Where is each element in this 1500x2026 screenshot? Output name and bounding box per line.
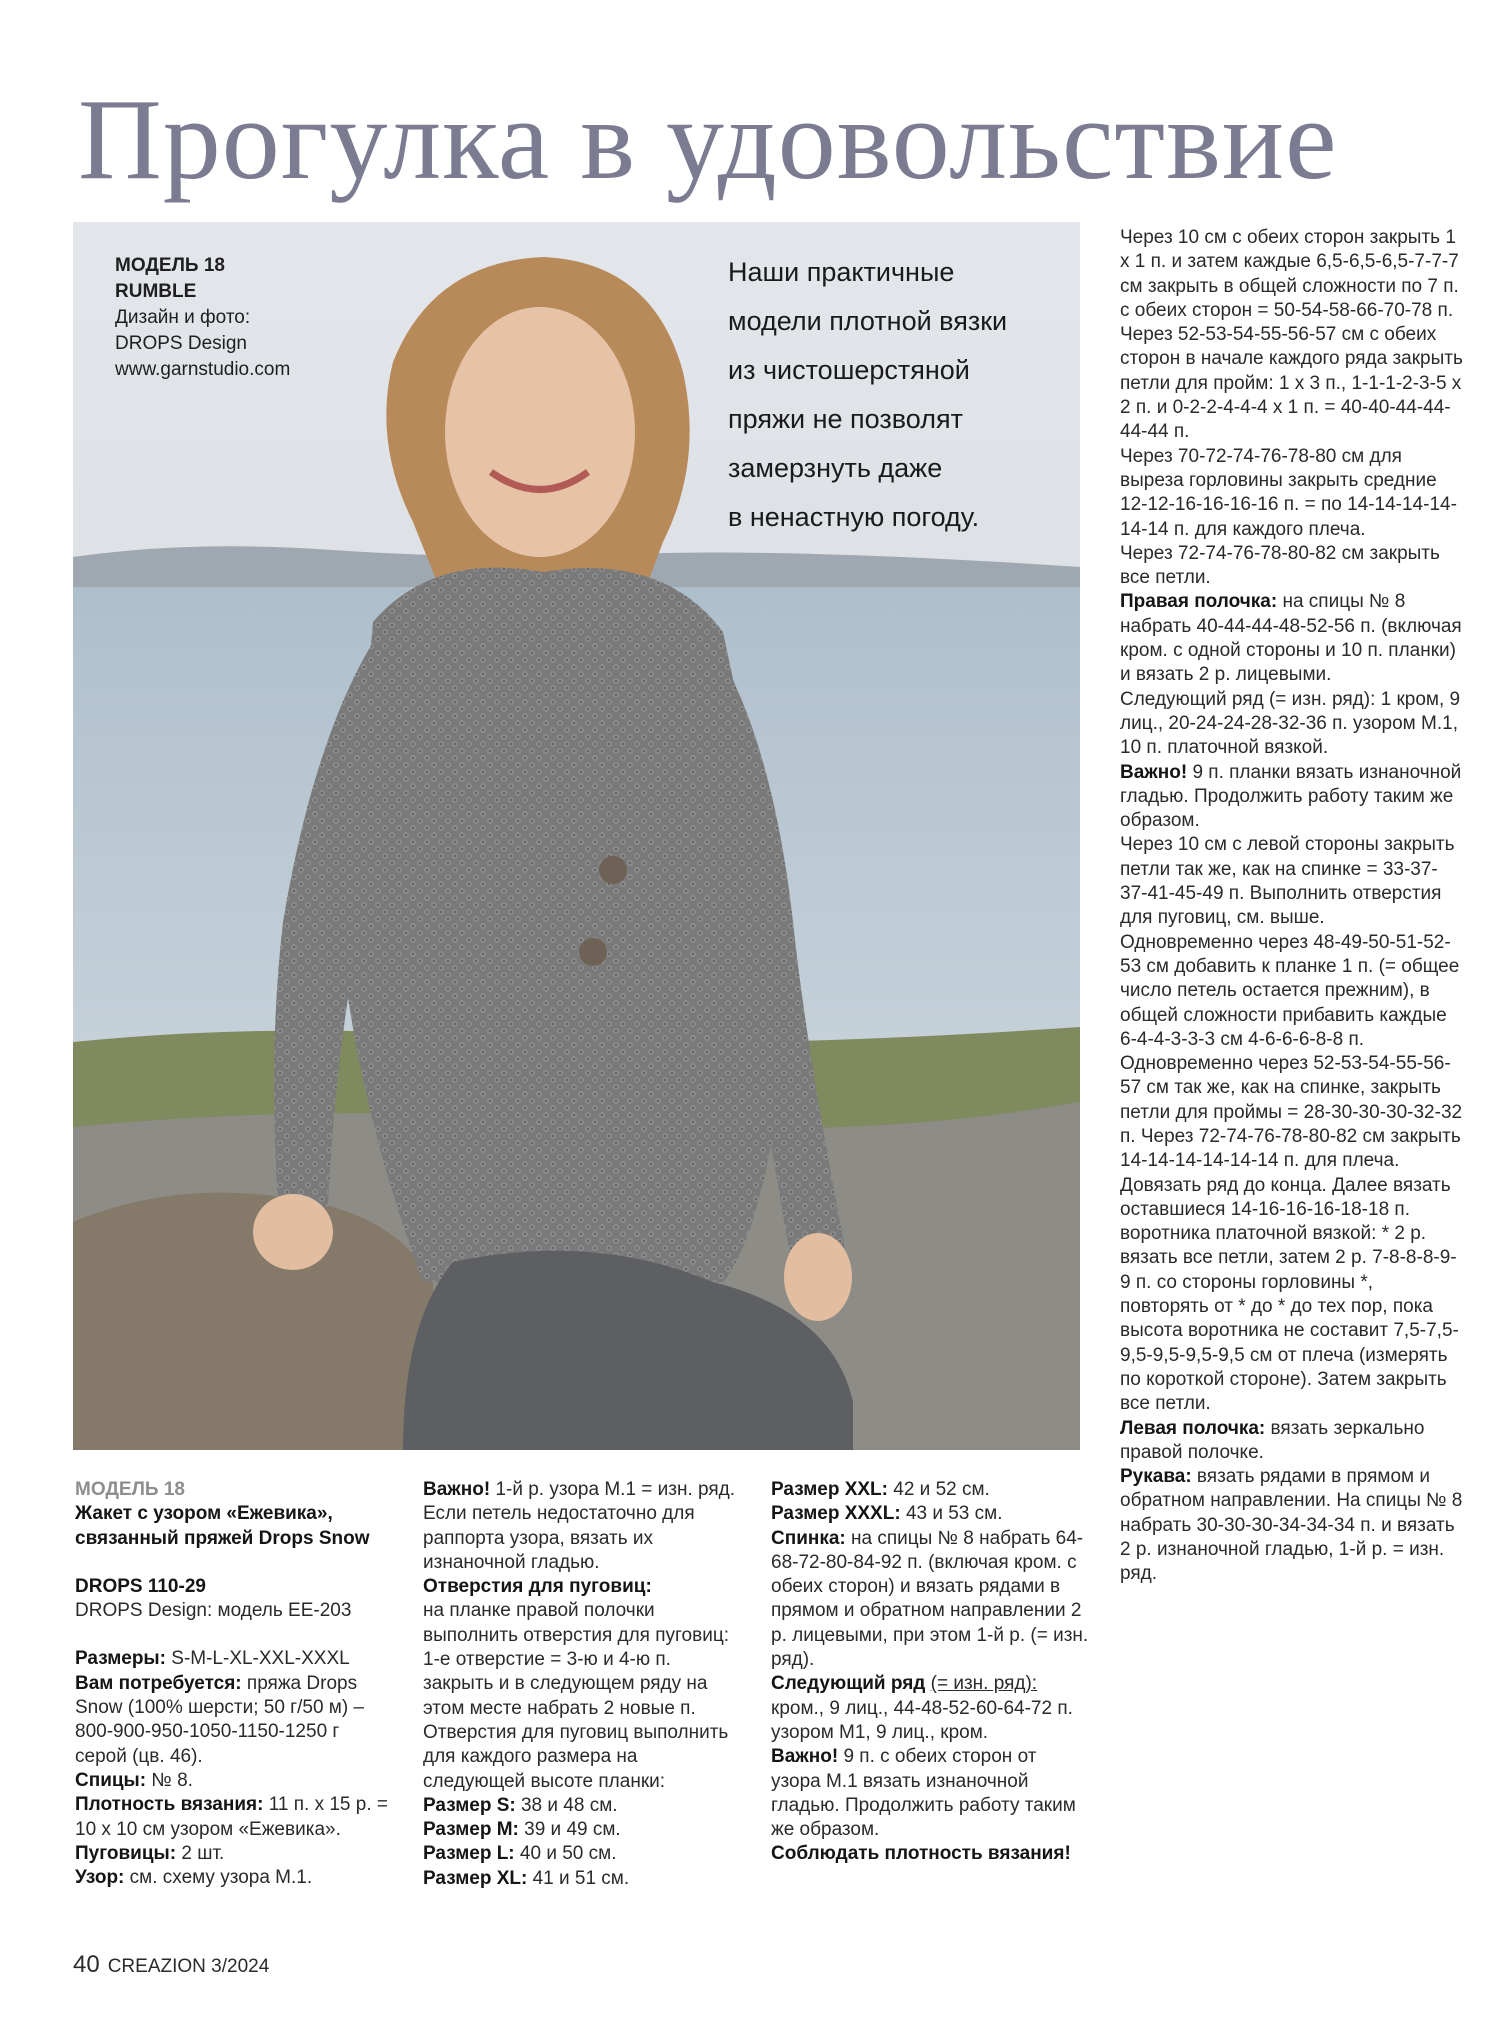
lead-line: Наши практичные [728,257,955,287]
label-right-front: Правая полочка: [1120,591,1278,613]
credit-design-label: Дизайн и фото: [115,307,251,328]
paragraph: 9 п. планки вязать изнаночной гладью. Продолжить работу таким же образом. [1120,761,1462,832]
label-back: Спинка: [771,1527,846,1549]
label-size-l: Размер L: [423,1843,515,1865]
size-xxl: 42 и 52 см. [893,1479,990,1500]
instructions-column-right [1120,226,1465,1587]
paragraph: Через 72-74-76-78-80-82 см закрыть все петли. [1120,542,1440,589]
label-important: Важно! [423,1479,491,1500]
label-buttons: Пуговицы: [75,1842,177,1864]
credit-website: www.garnstudio.com [115,359,291,380]
size-s: 38 и 48 см. [520,1794,618,1816]
paragraph: вязать рядами в прямом и обратном направлении. На спицы № 8 набрать 30-30-30-34-34-34 п. и вязать 2 р. изнаночной гладью, 1-й р. = изн. ряд. [1120,1466,1463,1585]
product-code: DROPS 110-29 [75,1575,206,1597]
materials: пряжа Drops Snow (100% шерсти; 50 г/50 м) – 800-900-950-1050-1150-1250 г серой (цв. 46). [75,1672,365,1767]
paragraph: вязать зеркально правой полочке. [1120,1417,1425,1463]
paragraph: Через 10 см с левой стороны закрыть петли так же, как на спинке = 33-37-37-41-45-49 п. Выполнить отверстия для пуговиц, см. выше. [1120,834,1455,929]
label-sleeves: Рукава: [1120,1466,1192,1488]
label-size-xxl: Размер XXL: [771,1479,888,1500]
lead-text [728,248,1068,542]
paragraph: Одновременно через 52-53-54-55-56-57 см так же, как на спинке, закрыть петли для проймы = 28-30-30-30-32-32 п. Через 72-74-76-78-80-82 см закрыть 14-14-14-14-14-14 п. для плеча. Довязать ряд до конца. Далее вязать оставшиеся 14-16-16-16-18-18 п. воротника платочной вязкой: * 2 р. вязать все петли, затем 2 р. 7-8-8-8-9-9 п. со стороны горловины *, повторять от * до * до тех пор, пока высота воротника не составит 7,5-7,5-9,5-9,5-9,5-9,5 см от плеча (измерять по короткой стороне). Затем закрыть все петли. [1120,1053,1463,1415]
label-buttonholes: Отверстия для пуговиц: [423,1576,652,1598]
paragraph: кром., 9 лиц., 44-48-52-60-64-72 п. узором М1, 9 лиц., кром. [771,1697,1073,1743]
label-size-m: Размер M: [423,1819,519,1841]
needles: № 8. [151,1769,193,1791]
paragraph: Следующий ряд (= изн. ряд): 1 кром, 9 лиц., 20-24-24-28-32-36 п. узором М.1, 10 п. платочной вязкой. [1120,688,1461,759]
label-materials: Вам потребуется: [75,1672,242,1694]
size-xl: 41 и 51 см. [532,1867,630,1889]
design-ref: DROPS Design: модель EE-203 [75,1600,352,1622]
label-size-xl: Размер XL: [423,1867,528,1889]
paragraph: Одновременно через 48-49-50-51-52-53 см добавить к планке 1 п. (= общее число петель остается прежним), в общей сложности прибавить каждые 6-4-4-3-3-3 см 4-6-6-6-8-8 п. [1120,931,1460,1050]
pattern: см. схему узора М.1. [129,1867,313,1889]
next-row-note: (= изн. ряд): [930,1673,1038,1695]
size-l: 40 и 50 см. [519,1843,617,1865]
label-sizes: Размеры: [75,1648,166,1670]
label-pattern: Узор: [75,1867,125,1889]
label-important: Важно! [1120,761,1188,783]
label-needles: Спицы: [75,1769,147,1791]
magazine-issue: CREAZION 3/2024 [107,1956,270,1977]
page-title: Прогулка в удовольствие [78,76,1338,204]
sizes: S-M-L-XL-XXL-XXXL [171,1648,350,1670]
label-size-xxxl: Размер XXXL: [771,1503,901,1525]
label-size-s: Размер S: [423,1794,516,1816]
lead-line: замерзнуть даже [728,453,943,483]
paragraph: на спицы № 8 набрать 40-44-44-48-52-56 п. (включая кром. с одной стороны и 10 п. планки) и вязать 2 р. лицевыми. [1120,591,1462,686]
paragraph: Через 52-53-54-55-56-57 см с обеих сторон в начале каждого ряда закрыть петли для пройм: 1 х 3 п., 1-1-1-2-3-5 х 2 п. и 0-2-2-4-4-4 х 1 п. = 40-40-44-44-44-44 п. [1120,324,1463,443]
paragraph: Через 70-72-74-76-78-80 см для выреза горловины закрыть средние 12-12-16-16-16-16 п. = по 14-14-14-14-14-14 п. для каждого плеча. [1120,445,1457,540]
label-next-row: Следующий ряд [771,1673,926,1695]
page-footer [73,1951,269,1979]
lead-line: в ненастную погоду. [728,502,980,532]
keep-density-note: Соблюдать плотность вязания! [771,1843,1071,1865]
product-title: Жакет с узором «Ежевика», связанный пряжей Drops Snow [75,1503,370,1549]
paragraph: на планке правой полочки выполнить отверстия для пуговиц: 1-е отверстие = 3-ю и 4-ю п. закрыть и в следующем ряду на этом месте набрать 2 новые п. Отверстия для пуговиц выполнить для каждого размера на следующей высоте планки: [423,1600,729,1792]
paragraph: 9 п. с обеих сторон от узора М.1 вязать изнаночной гладью. Продолжить работу таким же образом. [771,1746,1076,1841]
lead-line: модели плотной вязки [728,306,1008,336]
lead-line: пряжи не позволят [728,404,963,434]
instructions-column-1 [75,1478,395,1890]
paragraph: Через 10 см с обеих сторон закрыть 1 х 1 п. и затем каждые 6,5-6,5-6,5-7-7-7 см закрыть в общей сложности по 7 п. с обеих сторон = 50-54-58-66-70-78 п. [1120,227,1459,321]
page-number: 40 [73,1951,100,1978]
instructions-column-2 [423,1478,743,1891]
photo-credit [115,253,290,383]
label-important: Важно! [771,1746,839,1768]
credit-name: RUMBLE [115,281,197,302]
size-xxxl: 43 и 53 см. [905,1503,1003,1525]
model-number: МОДЕЛЬ 18 [75,1479,185,1500]
lead-line: из чистошерстяной [728,355,970,385]
size-m: 39 и 49 см. [524,1819,621,1841]
instructions-column-3 [771,1478,1091,1867]
credit-designer: DROPS Design [115,333,247,354]
paragraph: 1-й р. узора М.1 = изн. ряд. Если петель недостаточно для раппорта узора, вязать их изнаночной гладью. [423,1479,736,1573]
density: 11 п. х 15 р. = 10 х 10 см узором «Ежевика». [75,1794,388,1840]
label-density: Плотность вязания: [75,1794,264,1816]
paragraph: на спицы № 8 набрать 64-68-72-80-84-92 п. (включая кром. с обеих сторон) и вязать рядами в прямом и обратном направлении 2 р. лицевыми, при этом 1-й р. (= изн. ряд). [771,1527,1089,1671]
buttons: 2 шт. [181,1842,225,1864]
credit-model: МОДЕЛЬ 18 [115,255,225,276]
label-left-front: Левая полочка: [1120,1417,1266,1439]
